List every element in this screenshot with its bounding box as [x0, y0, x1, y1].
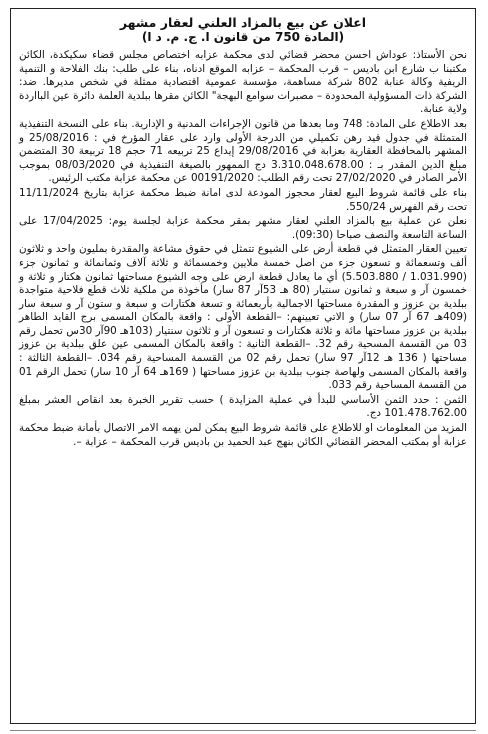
- notice-body: [19, 49, 467, 449]
- bottom-divider: [10, 730, 476, 731]
- notice-subtitle: (المادة 750 من قانون ا. ج. م. د ا): [141, 30, 345, 44]
- notice-paragraph-property: تعيين العقار المتمثل في قطعة أرض على الشيوع تتمثل في حقوق مشاعة والمقدرة بمليون واحد و ثلاثون ألف وتسعمائة و تسعون جزء من اصل خمسة ملايين وخمسمائة و ثلاثة آلاف وثمانمائة و ثمانون جزء (1.031.990 / 5.503.880) أي ما يعادل قطعة ارض على وجه الشيوع مساحتها ثمانون هكتار و ثلاثة و خمسون آر و سبعة و ثمانون سنتيار (80 هـ 53آر 87 سار) مأخوذة من ملكية ثلاث قطع فلاحية متواجدة ببلدية بن عزوز و المقدرة مساحتها الاجمالية بأربعمائة و تسعة هكتارات و سبعة و ستون آر و سبعة سار (409هـ 67 آر 07 سار) و الاتي تعيينهم: –القطعة الأولى : واقعة بالمكان المسمى برج القايد الطاهر ببلدية بن عزوز مساحتها مائة و ثلاثة هكتارات و تسعون آر و ثلاثون سنتيار (103هـ 90آر 30س تحمل رقم 03 من القسمة المسحية رقم 32. –القطعة الثانية : واقعة بالمكان المسمى عين علق ببلدية بن عزوز مساحتها ( 136 هـ 12آر 97 سار) تحمل رقم 02 من القسمة المساحية رقم 034. –القطعة الثالثة : واقعة بالمكان المسمى ولهاصة جنوب ببلدية بن عزوز مساحتها ( 169هـ 64 آر 10 سار) تحمل الرقم 01 من القسمة المساحية رقم 033.: [19, 243, 468, 392]
- notice-paragraph-legal-basis: بعد الاطلاع على المادة: 748 وما بعدها من قانون الإجراءات المدنية و الإدارية. بناء على النسخة التنفيذية المتمثلة في جدول قيد رهن تكميلي من الدرجة الأولى وارد على عقار المؤرخ في : 25/08/2016 و المشهر بالمحافظة العقارية بعزابة في 29/08/2016 إيداع 25 تربيعه 71 حجم 18 تربيعة 30 المتضمن مبلغ الدين المقدر بـ : 3.310.048.678.00 دج الممهور بالصيغة التنفيذية في 08/03/2020 بموجب الأمر الصادر في 27/02/2020 تحت رقم الطلب: 00191/2020 عن محكمة عزابة مكتب الرئيس.: [19, 117, 468, 185]
- notice-paragraph-auction-date: نعلن عن عملية بيع بالمزاد العلني لعقار مشهر بمقر محكمة عزابة لجلسة يوم: 17/04/2025 على الساعة التاسعة والنصف صباحا (09:30).: [19, 215, 467, 241]
- legal-notice-frame: [10, 8, 476, 724]
- notice-paragraph-contact: المزيد من المعلومات او للاطلاع على قائمة شروط البيع يمكن لمن يهمه الامر الاتصال بأمانة ضبط محكمة عزابة أو بمكتب المحضر القضائي الكائن بنهج عبد الحميد بن باديس قرب المحكمة – عزابة –.: [19, 422, 467, 448]
- notice-title: اعلان عن بيع بالمزاد العلني لعقار مشهر: [119, 15, 367, 30]
- notice-paragraph-conditions: بناء على قائمة شروط البيع لعقار محجوز المودعة لدى امانة ضبط محكمة عزابة بتاريخ 11/11/2024 تحت رقم الفهرس 550/24.: [19, 186, 467, 213]
- notice-paragraph-price: الثمن : حدد الثمن الأساسي للبدأ في عملية المزايدة ) حسب تقرير الخبرة بعد انقاص العشر بمبلغ 101.478.762.00 دج.: [19, 393, 467, 420]
- notice-paragraph-parties: نحن الأستاذ: عوداش احسن محضر قضائي لدى محكمة عزابه اختصاص مجلس قضاء سكيكدة، الكائن مكتبنا ب شارع ابن باديس – قرب المحكمة – عزابه الموقع ادناه، بناء على طلب: بنك الفلاحة و التنمية الريفية وكالة عنابة 802 شركة مساهمة، مؤسسة عمومية اقتصادية ممثلة في شخص مديرها. ضد: الشركة ذات المسؤولية المحدودة – مصبرات سوامع البهجة" الكائن مقرها ببلدية العلمة دائرة عين البااردة ولاية عنابة.: [19, 49, 467, 116]
